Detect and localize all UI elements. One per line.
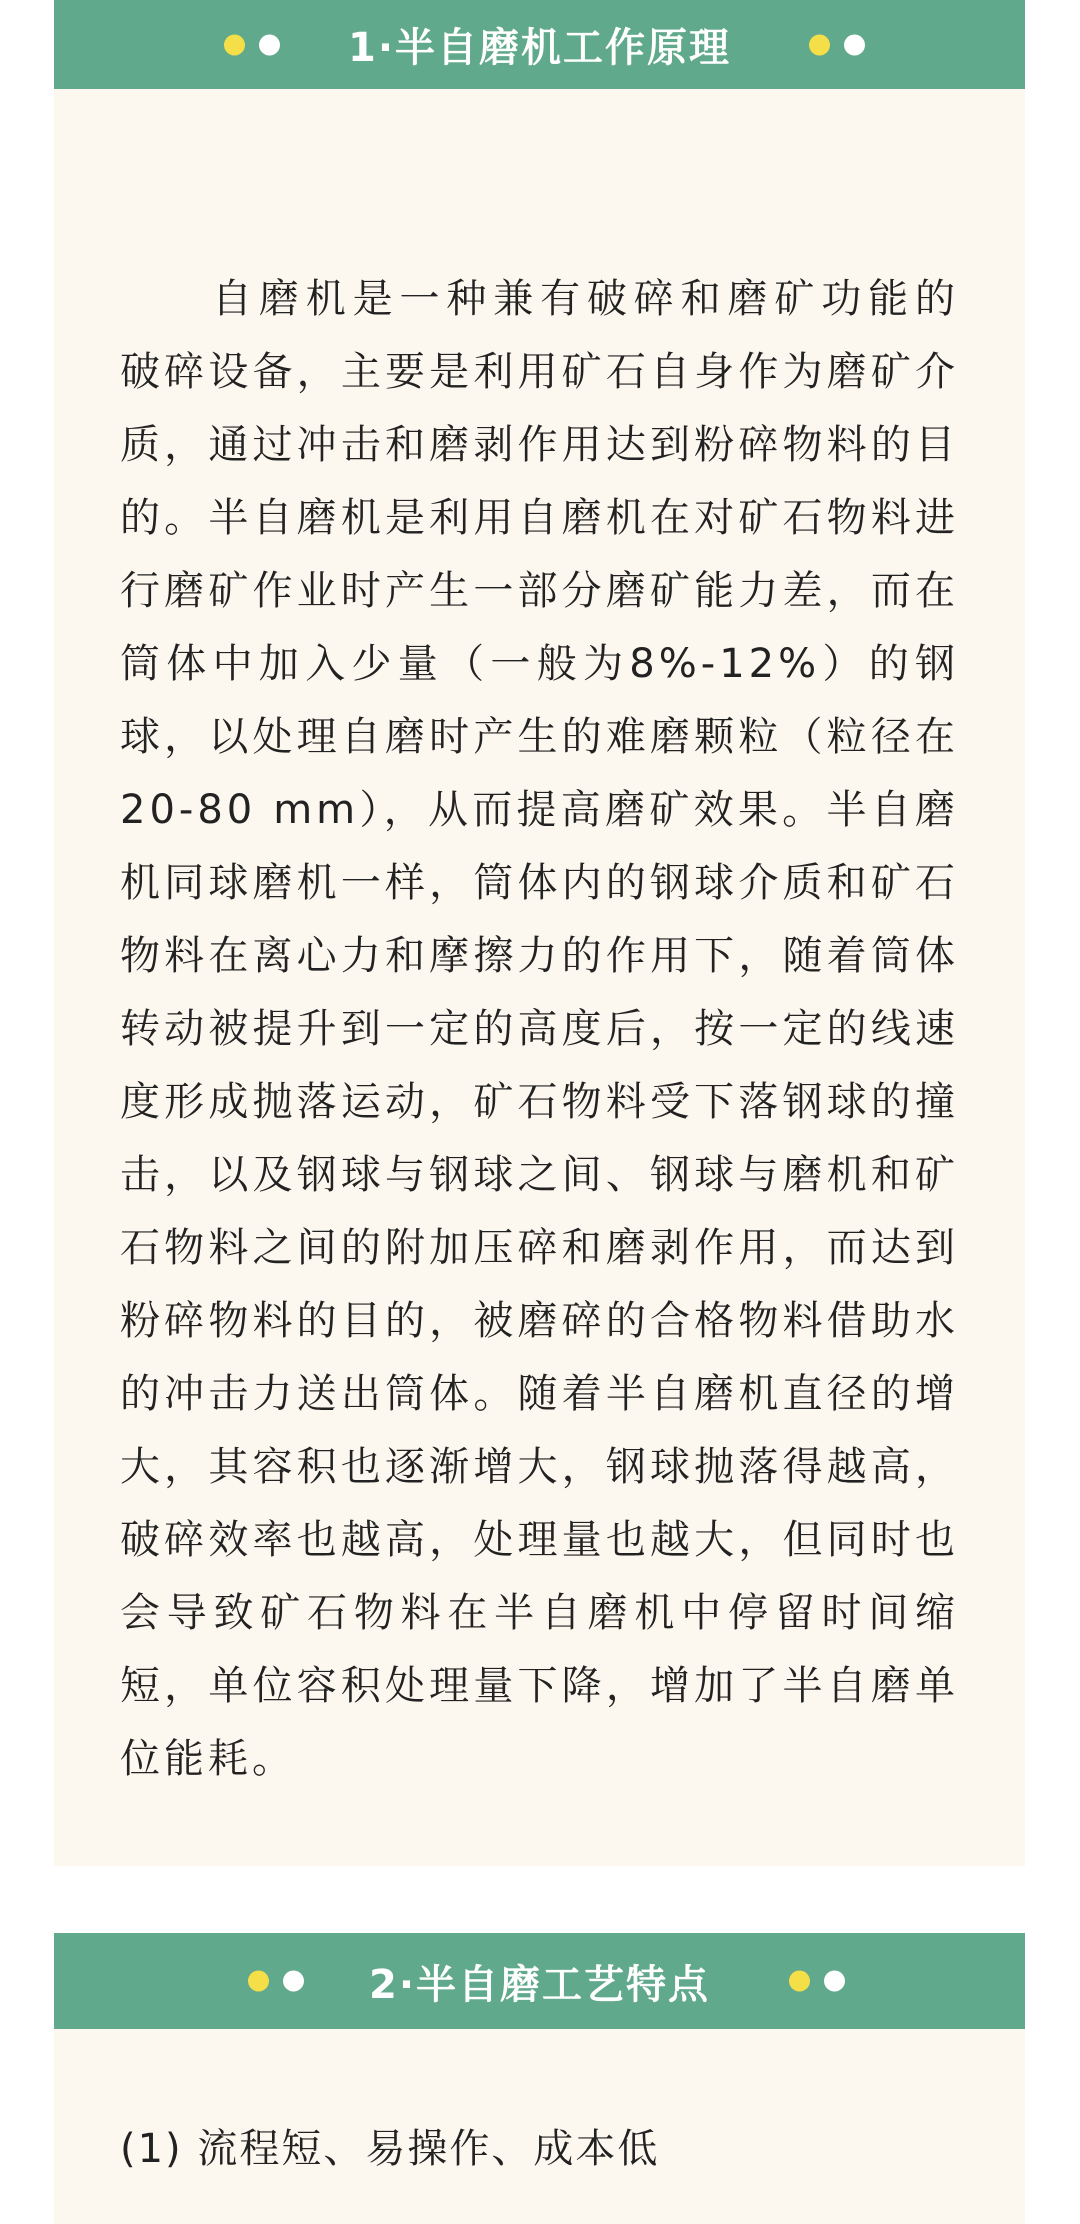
section-process-features (54, 1933, 1025, 2224)
decor-dots-left (248, 1971, 304, 1992)
section-title: 1·半自磨机工作原理 (347, 25, 732, 71)
section-body (54, 2029, 1025, 2224)
white-dot-icon (259, 34, 280, 55)
section-working-principle (54, 0, 1025, 1866)
feature-item: (1) 流程短、易操作、成本低 (120, 2126, 660, 2172)
section-header (54, 0, 1025, 89)
section-body (54, 89, 1025, 1866)
white-dot-icon (844, 34, 865, 55)
body-paragraph: 自磨机是一种兼有破碎和磨矿功能的破碎设备，主要是利用矿石自身作为磨矿介质，通过冲击和磨剥作用达到粉碎物料的目的。半自磨机是利用自磨机在对矿石物料进行磨矿作业时产生一部分磨矿能力差，而在筒体中加入少量（一般为8%-12%）的钢球，以处理自磨时产生的难磨颗粒（粒径在 20-80 mm），从而提高磨矿效果。半自磨机同球磨机一样，筒体内的钢球介质和矿石物料在离心力和摩擦力的作用下，随着筒体转动被提升到一定的高度后，按一定的线速度形成抛落运动，矿石物料受下落钢球的撞击，以及钢球与钢球之间、钢球与磨机和矿石物料之间的附加压碎和磨剥作用，而达到粉碎物料的目的，被磨碎的合格物料借助水的冲击力送出筒体。随着半自磨机直径的增大，其容积也逐渐增大，钢球抛落得越高，破碎效率也越高，处理量也越大，但同时也会导致矿石物料在半自磨机中停留时间缩短，单位容积处理量下降，增加了半自磨单位能耗。 (120, 276, 959, 1782)
decor-dots-left (224, 34, 280, 55)
yellow-dot-icon (789, 1971, 810, 1992)
decor-dots-right (809, 34, 865, 55)
white-dot-icon (283, 1971, 304, 1992)
yellow-dot-icon (809, 34, 830, 55)
yellow-dot-icon (224, 34, 245, 55)
white-dot-icon (824, 1971, 845, 1992)
section-header (54, 1933, 1025, 2029)
yellow-dot-icon (248, 1971, 269, 1992)
decor-dots-right (789, 1971, 845, 1992)
section-title: 2·半自磨工艺特点 (368, 1961, 711, 2008)
